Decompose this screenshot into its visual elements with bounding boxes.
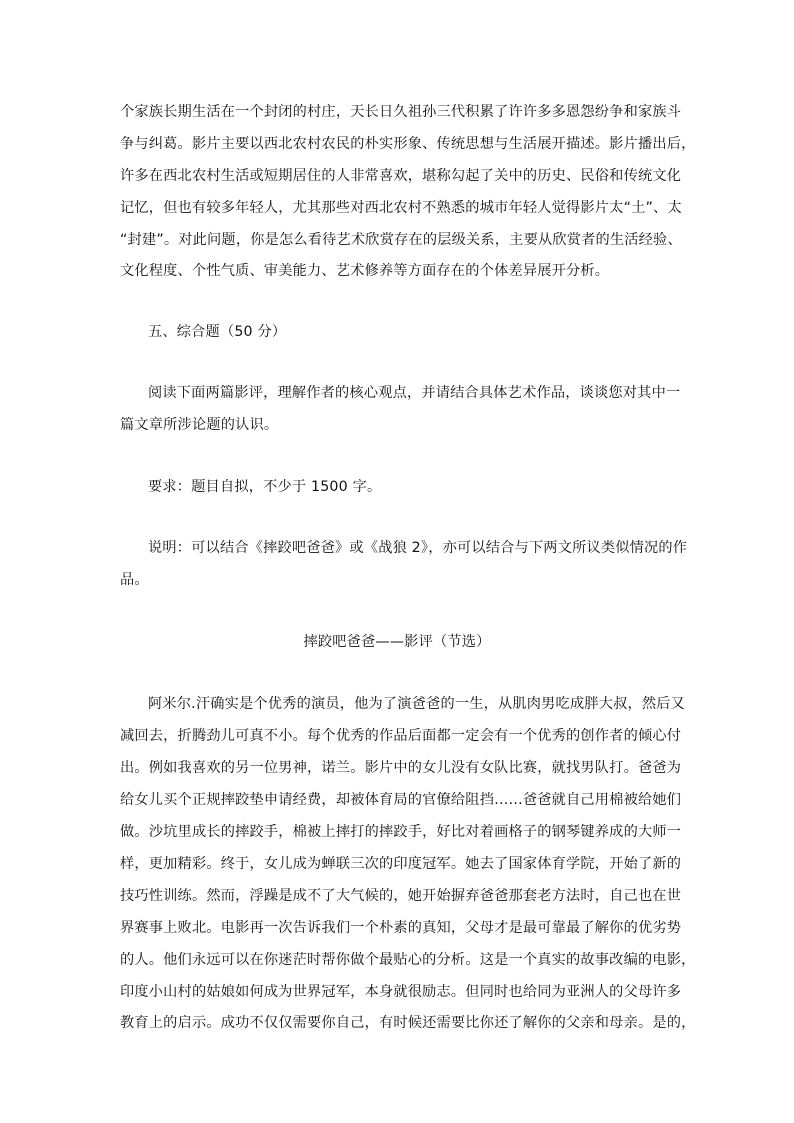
paragraph-line: 个家族长期生活在一个封闭的村庄，天长日久祖孙三代积累了许许多多恩怨纷争和家族斗: [120, 104, 682, 120]
note-line: 说明：可以结合《摔跤吧爸爸》或《战狼 2》，亦可以结合与下两文所议类似情况的作: [148, 540, 688, 556]
instructions-line: 篇文章所涉论题的认识。: [120, 417, 279, 433]
paragraph-line: 许多在西北农村生活或短期居住的人非常喜欢，堪称勾起了关中的历史、民俗和传统文化: [120, 168, 682, 184]
instructions-line: 阅读下面两篇影评，理解作者的核心观点，并请结合具体艺术作品，谈谈您对其中一: [148, 385, 681, 401]
review-line: 减回去，折腾劲儿可真不小。每个优秀的作品后面都一定会有一个优秀的创作者的倾心付: [120, 728, 682, 744]
paragraph-line: 争与纠葛。影片主要以西北农村农民的朴实形象、传统思想与生活展开描述。影片播出后，: [120, 136, 696, 152]
review-line: 出。例如我喜欢的另一位男神，诺兰。影片中的女儿没有女队比赛，就找男队打。爸爸为: [120, 760, 682, 776]
review-line: 教育上的启示。成功不仅仅需要你自己，有时候还需要比你还了解你的父亲和母亲。是的，: [120, 1015, 696, 1031]
paragraph-line: 文化程度、个性气质、审美能力、艺术修养等方面存在的个体差异展开分析。: [120, 263, 610, 279]
review-line: 技巧性训练。然而，浮躁是成不了大气候的，她开始摒弃爸爸那套老方法时，自己也在世: [120, 888, 682, 904]
review-line: 样，更加精彩。终于，女儿成为蝉联三次的印度冠军。她去了国家体育学院，开始了新的: [120, 856, 682, 872]
review-line: 的人。他们永远可以在你迷茫时帮你做个最贴心的分析。这是一个真实的故事改编的电影，: [120, 952, 696, 968]
section-heading: 五、综合题（50 分）: [148, 324, 287, 340]
review-line: 印度小山村的姑娘如何成为世界冠军，本身就很励志。但同时也给同为亚洲人的父母许多: [120, 984, 682, 1000]
paragraph-line: “封建”。对此问题，你是怎么看待艺术欣赏存在的层级关系，主要从欣赏者的生活经验、: [120, 232, 682, 248]
note-line: 品。: [120, 572, 149, 588]
requirement-text: 要求：题目自拟，不少于 1500 字。: [148, 479, 382, 495]
review-line: 界赛事上败北。电影再一次告诉我们一个朴素的真知，父母才是最可靠最了解你的优劣势: [120, 920, 682, 936]
review-line: 做。沙坑里成长的摔跤手，棉被上摔打的摔跤手，好比对着画格子的钢琴键养成的大师一: [120, 824, 682, 840]
review-line: 阿米尔.汗确实是个优秀的演员，他为了演爸爸的一生，从肌肉男吃成胖大叔，然后又: [148, 696, 686, 712]
paragraph-line: 记忆，但也有较多年轻人，尤其那些对西北农村不熟悉的城市年轻人觉得影片太“土”、太: [120, 200, 682, 216]
review-line: 给女儿买个正规摔跤垫申请经费，却被体育局的官僚给阻挡……爸爸就自己用棉被给她们: [120, 792, 682, 808]
review-title: 摔跤吧爸爸——影评（节选）: [303, 634, 491, 650]
